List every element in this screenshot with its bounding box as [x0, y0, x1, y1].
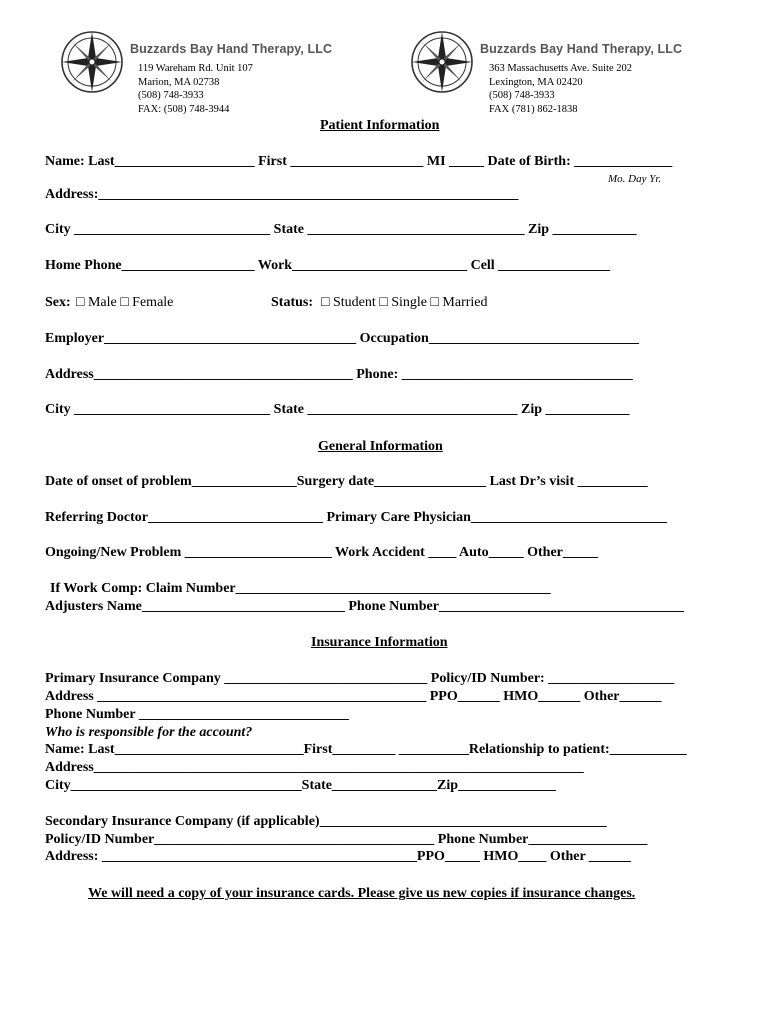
secondary-insurance-row[interactable]: Secondary Insurance Company (if applicable)_________________________________________	[45, 814, 607, 829]
office-right-line3: (508) 748-3933	[489, 90, 555, 101]
compass-rose-icon	[410, 30, 474, 94]
sex-label: Sex:	[45, 295, 71, 310]
referring-doctor-row[interactable]: Referring Doctor_________________________ Primary Care Physician____________________________	[45, 510, 667, 525]
status-checkboxes[interactable]: □ Student □ Single □ Married	[321, 295, 488, 310]
status-label: Status:	[271, 295, 314, 310]
patient-phone-row[interactable]: Home Phone___________________ Work_________________________ Cell ________________	[45, 258, 611, 273]
responsible-name-row[interactable]: Name: Last___________________________First_________ __________Relationship to patient:___________	[45, 742, 687, 757]
secondary-policy-row[interactable]: Policy/ID Number________________________________________ Phone Number_________________	[45, 832, 648, 847]
primary-address-row[interactable]: Address _______________________________________________ PPO______ HMO______ Other______	[45, 689, 662, 704]
responsible-heading: Who is responsible for the account?	[45, 725, 253, 740]
responsible-address-row[interactable]: Address______________________________________________________________________	[45, 760, 584, 775]
employer-address-row[interactable]: Address_____________________________________ Phone: _________________________________	[45, 367, 633, 382]
employer-row[interactable]: Employer____________________________________ Occupation______________________________	[45, 331, 639, 346]
onset-row[interactable]: Date of onset of problem_______________Surgery date________________ Last Dr’s visit __________	[45, 474, 648, 489]
office-right-line1: 363 Massachusetts Ave. Suite 202	[489, 63, 633, 74]
insurance-info-heading: Insurance Information	[311, 635, 448, 650]
patient-info-heading: Patient Information	[320, 118, 440, 133]
ongoing-problem-row[interactable]: Ongoing/New Problem _____________________ Work Accident ____ Auto_____ Other_____	[45, 545, 598, 560]
patient-city-row[interactable]: City ____________________________ State _______________________________ Zip ____________	[45, 222, 637, 237]
office-logo-right	[410, 30, 474, 94]
patient-address-row[interactable]: Address:____________________________________________________________	[45, 187, 519, 202]
primary-insurance-row[interactable]: Primary Insurance Company _____________________________ Policy/ID Number: __________________	[45, 671, 675, 686]
secondary-address-row[interactable]: Address: _____________________________________________PPO_____ HMO____ Other ______	[45, 849, 631, 864]
insurance-card-note: We will need a copy of your insurance cards. Please give us new copies if insurance changes.	[88, 886, 636, 901]
office-left-address	[138, 62, 253, 116]
office-left-line4: FAX: (508) 748-3944	[138, 103, 230, 115]
office-logo-left	[60, 30, 124, 94]
employer-city-row[interactable]: City ____________________________ State ______________________________ Zip ____________	[45, 402, 630, 417]
office-left-line1: 119 Wareham Rd. Unit 107	[138, 63, 253, 74]
adjusters-row[interactable]: Adjusters Name_____________________________ Phone Number___________________________________	[45, 599, 684, 614]
compass-rose-icon	[60, 30, 124, 94]
office-right-line2: Lexington, MA 02420	[489, 76, 583, 88]
office-right-line4: FAX (781) 862-1838	[489, 103, 578, 115]
patient-name-row[interactable]: Name: Last____________________ First ___________________ MI _____ Date of Birth: ______________	[45, 154, 673, 169]
office-right-address	[489, 62, 632, 116]
office-left-line2: Marion, MA 02738	[138, 76, 220, 88]
general-info-heading: General Information	[318, 439, 443, 454]
office-right-company: Buzzards Bay Hand Therapy, LLC	[480, 42, 683, 56]
sex-checkboxes[interactable]: □ Male □ Female	[76, 295, 174, 310]
office-left-line3: (508) 748-3933	[138, 90, 204, 101]
office-left-company: Buzzards Bay Hand Therapy, LLC	[130, 42, 333, 56]
responsible-city-row[interactable]: City_________________________________State_______________Zip______________	[45, 778, 556, 793]
primary-phone-row[interactable]: Phone Number ______________________________	[45, 707, 349, 722]
work-comp-row[interactable]: If Work Comp: Claim Number_____________________________________________	[50, 581, 551, 596]
dob-hint: Mo. Day Yr.	[608, 173, 662, 185]
